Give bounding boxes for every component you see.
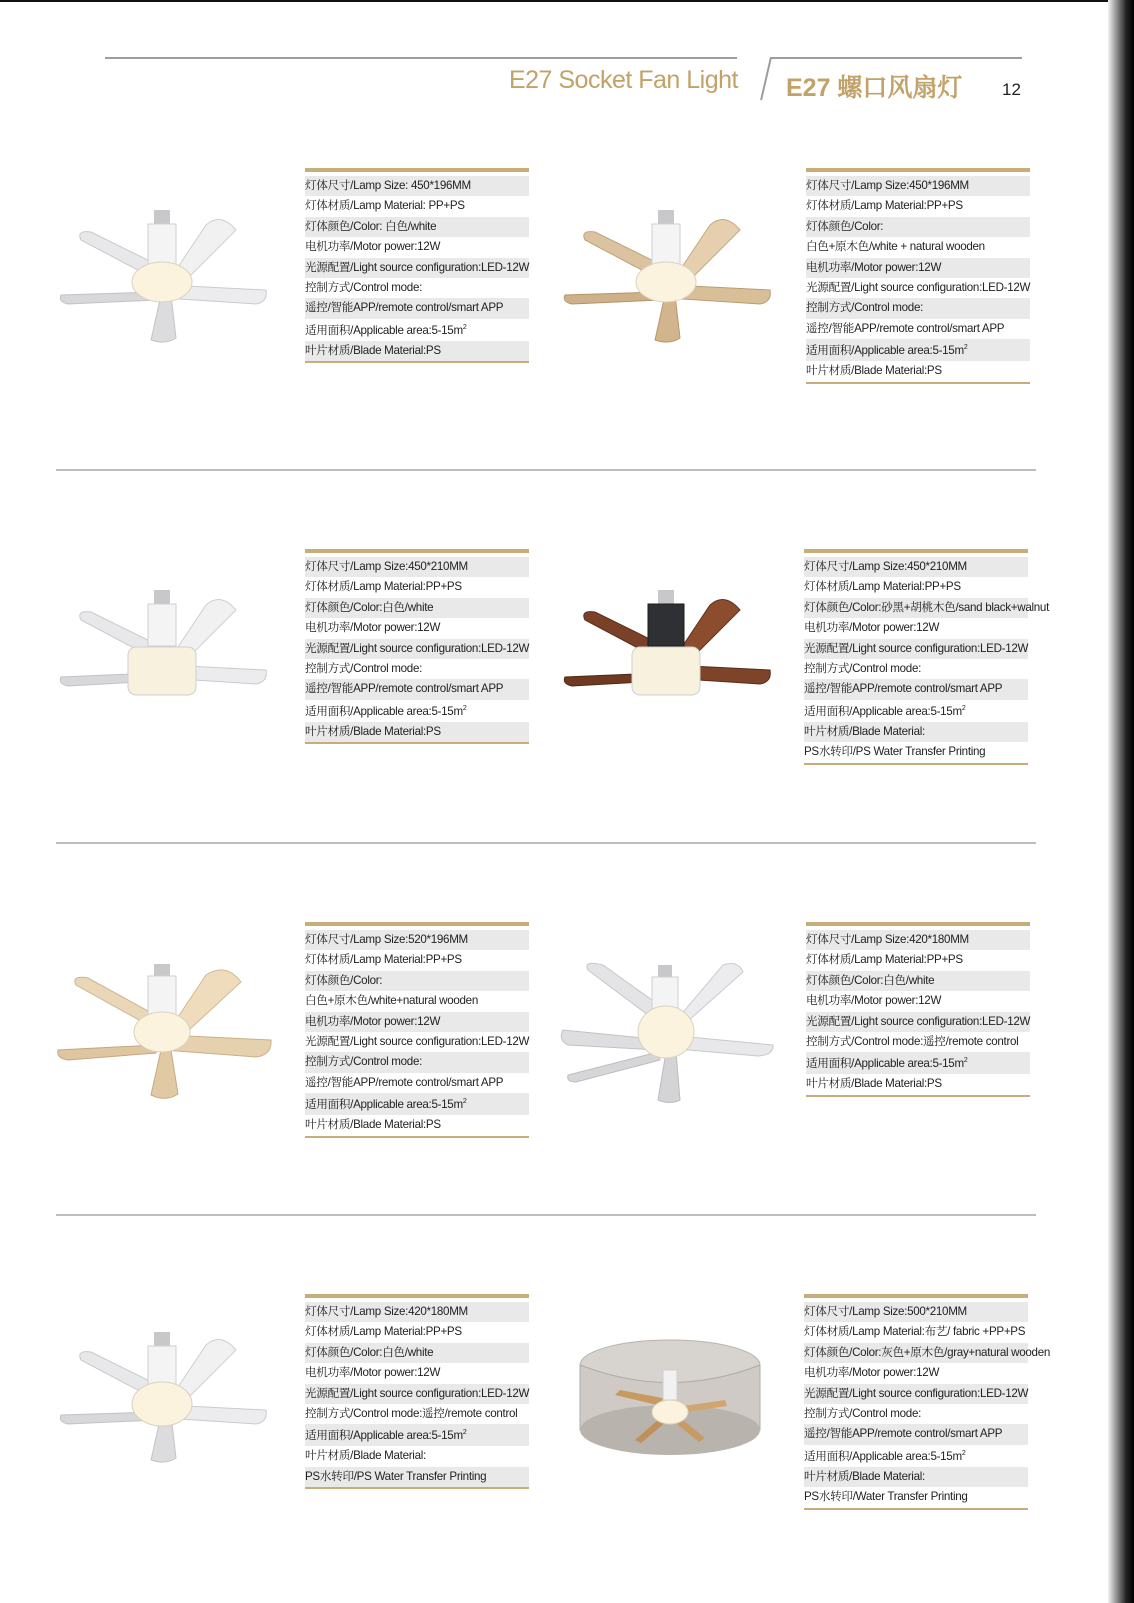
spec-control-mode-value: 遥控/智能APP/remote control/smart APP [305,1073,529,1093]
spec-table [806,922,1030,1097]
spec-motor-power: 电机功率/Motor power:12W [804,618,1028,638]
spec-lamp-material: 灯体材质/Lamp Material:布艺/ fabric +PP+PS [804,1322,1028,1342]
spec-motor-power: 电机功率/Motor power:12W [305,1363,529,1383]
spec-lamp-material: 灯体材质/Lamp Material:PP+PS [806,950,1030,970]
spec-motor-power: 电机功率/Motor power:12W [806,991,1030,1011]
spec-color: 灯体颜色/Color:白色/white [806,971,1030,991]
spec-blade-material: 叶片材质/Blade Material:PS [305,341,529,361]
spec-lamp-material: 灯体材质/Lamp Material:PP+PS [305,950,529,970]
spec-blade-material: 叶片材质/Blade Material: [804,1467,1028,1487]
fabric-drum-fan-icon [575,1330,765,1475]
spec-color-value: 白色+原木色/white + natural wooden [806,237,1030,257]
spec-table [305,168,529,363]
spec-control-mode: 控制方式/Control mode:遥控/remote control [806,1032,1030,1052]
spec-light-source: 光源配置/Light source configuration:LED-12W [305,1032,529,1052]
spec-applicable-area: 适用面积/Applicable $area:5-15m^2$ [305,319,529,341]
spec-lamp-size: 灯体尺寸/Lamp Size:520*196MM [305,930,529,950]
header-slash-divider [760,57,772,100]
spec-control-mode: 控制方式/Control mode: [806,298,1030,318]
spec-control-mode: 控制方式/Control mode: [305,659,529,679]
spec-table [804,1294,1050,1510]
spec-light-source: 光源配置/Light source configuration:LED-12W [804,1384,1028,1404]
spec-control-mode: 控制方式/Control mode: [804,1404,1028,1424]
spec-blade-material: 叶片材质/Blade Material: [804,722,1028,742]
spec-lamp-size: 灯体尺寸/Lamp Size:420*180MM [806,930,1030,950]
spec-color: 灯体颜色/Color: [305,971,529,991]
spec-table [305,549,529,744]
page-top-edge [0,0,1134,2]
spec-lamp-size: 灯体尺寸/Lamp Size:450*210MM [305,557,529,577]
six-blade-white-fan-icon [558,960,780,1110]
spec-control-mode-value: 遥控/智能APP/remote control/smart APP [305,679,529,699]
section-divider [56,842,1036,844]
spec-lamp-size: 灯体尺寸/Lamp Size:450*196MM [806,176,1030,196]
spec-blade-material: 叶片材质/Blade Material:PS [305,1115,529,1135]
spec-motor-power: 电机功率/Motor power:12W [305,1012,529,1032]
white-drum-fan-icon [56,585,276,735]
spec-color: 灯体颜色/Color:白色/white [305,598,529,618]
spec-light-source: 光源配置/Light source configuration:LED-12W [305,258,529,278]
wood-blade-fan-icon [560,200,780,350]
spec-applicable-area: 适用面积/Applicable $area:5-15m^2$ [806,1052,1030,1074]
spec-blade-material: 叶片材质/Blade Material:PS [305,722,529,742]
light-wood-fan-icon [56,960,276,1110]
spec-lamp-size: 灯体尺寸/Lamp Size:450*210MM [804,557,1028,577]
spec-blade-material: 叶片材质/Blade Material:PS [806,1074,1030,1094]
spec-control-mode-value: 遥控/智能APP/remote control/smart APP [804,679,1028,699]
spec-motor-power: 电机功率/Motor power:12W [804,1363,1028,1383]
spec-applicable-area: 适用面积/Applicable $area:5-15m^2$ [305,1093,529,1115]
spec-table [806,168,1030,384]
white-fan-icon [56,200,276,350]
header-rule-left [105,57,737,59]
spec-color: 灯体颜色/Color:白色/white [305,1343,529,1363]
spec-light-source: 光源配置/Light source configuration:LED-12W [804,639,1028,659]
spec-color: 灯体颜色/Color: 白色/white [305,217,529,237]
spec-control-mode-value: 遥控/智能APP/remote control/smart APP [305,298,529,318]
spec-lamp-material: 灯体材质/Lamp Material:PP+PS [804,577,1028,597]
spec-light-source: 光源配置/Light source configuration:LED-12W [305,639,529,659]
section-divider [56,1214,1036,1216]
spec-control-mode-value: 遥控/智能APP/remote control/smart APP [806,319,1030,339]
spec-blade-material-value: PS水转印/PS Water Transfer Printing [305,1467,529,1487]
page-title-chinese: E27 螺口风扇灯 [786,74,963,102]
spec-table [305,1294,529,1489]
page-right-shadow [1108,0,1134,1603]
spec-table [804,549,1049,765]
spec-light-source: 光源配置/Light source configuration:LED-12W [806,1012,1030,1032]
spec-color: 灯体颜色/Color:灰色+原木色/gray+natural wooden [804,1343,1028,1363]
spec-applicable-area: 适用面积/Applicable $area:5-15m^2$ [305,700,529,722]
spec-control-mode: 控制方式/Control mode:遥控/remote control [305,1404,529,1424]
spec-blade-material-value: PS水转印/Water Transfer Printing [804,1487,1028,1507]
walnut-fan-icon [560,585,780,735]
spec-lamp-material: 灯体材质/Lamp Material:PP+PS [305,577,529,597]
spec-applicable-area: 适用面积/Applicable $area:5-15m^2$ [305,1424,529,1446]
spec-motor-power: 电机功率/Motor power:12W [806,258,1030,278]
spec-color: 灯体颜色/Color:砂黑+胡桃木色/sand black+walnut [804,598,1028,618]
page-number: 12 [1002,80,1021,99]
spec-light-source: 光源配置/Light source configuration:LED-12W [305,1384,529,1404]
spec-motor-power: 电机功率/Motor power:12W [305,237,529,257]
spec-color-value: 白色+原木色/white+natural wooden [305,991,529,1011]
spec-control-mode-value: 遥控/智能APP/remote control/smart APP [804,1424,1028,1444]
spec-applicable-area: 适用面积/Applicable $area:5-15m^2$ [804,1445,1028,1467]
spec-lamp-material: 灯体材质/Lamp Material: PP+PS [305,196,529,216]
spec-lamp-size: 灯体尺寸/Lamp Size:420*180MM [305,1302,529,1322]
spec-applicable-area: 适用面积/Applicable $area:5-15m^2$ [804,700,1028,722]
spec-applicable-area: 适用面积/Applicable $area:5-15m^2$ [806,339,1030,361]
spec-lamp-size: 灯体尺寸/Lamp Size: 450*196MM [305,176,529,196]
spec-control-mode: 控制方式/Control mode: [305,278,529,298]
spec-lamp-material: 灯体材质/Lamp Material:PP+PS [305,1322,529,1342]
section-divider [56,469,1036,471]
header-rule-right [770,57,1022,59]
spec-motor-power: 电机功率/Motor power:12W [305,618,529,638]
spec-blade-material: 叶片材质/Blade Material:PS [806,361,1030,381]
spec-color: 灯体颜色/Color: [806,217,1030,237]
spec-table [305,922,529,1138]
spec-control-mode: 控制方式/Control mode: [305,1052,529,1072]
spec-control-mode: 控制方式/Control mode: [804,659,1028,679]
page-title-english: E27 Socket Fan Light [508,66,738,94]
spec-light-source: 光源配置/Light source configuration:LED-12W [806,278,1030,298]
spec-blade-material-value: PS水转印/PS Water Transfer Printing [804,742,1028,762]
spec-lamp-size: 灯体尺寸/Lamp Size:500*210MM [804,1302,1028,1322]
white-fan-remote-icon [56,1330,276,1480]
spec-blade-material: 叶片材质/Blade Material: [305,1446,529,1466]
spec-lamp-material: 灯体材质/Lamp Material:PP+PS [806,196,1030,216]
